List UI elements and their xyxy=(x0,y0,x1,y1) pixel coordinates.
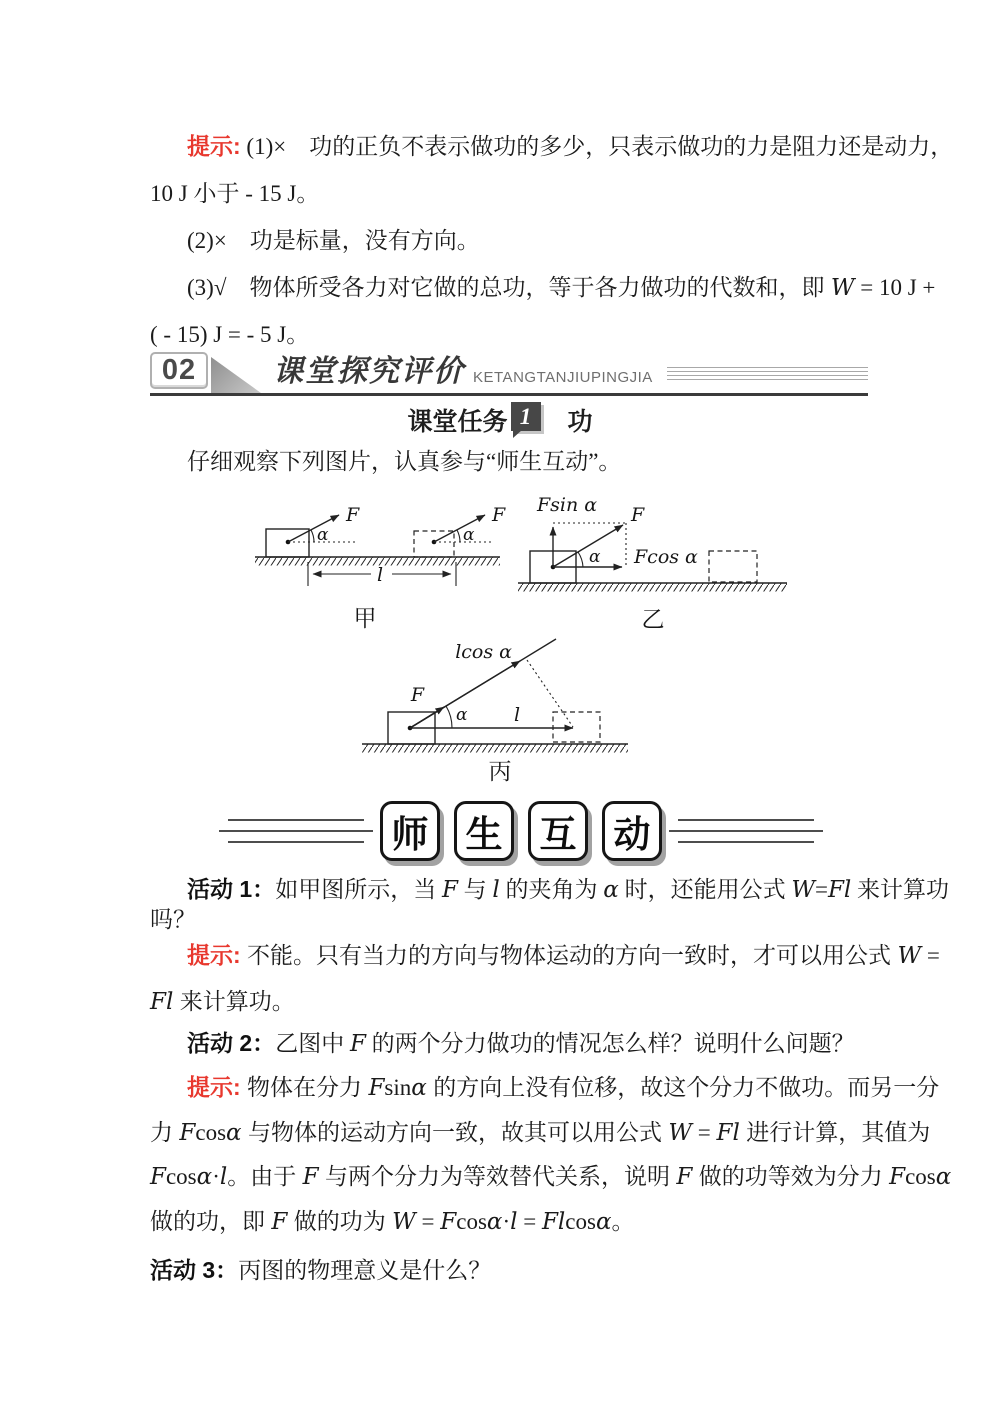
banner-char: 动 xyxy=(613,814,651,855)
fsin-label: Fsin α xyxy=(537,494,598,516)
activity-1-hint-line-2: Fl 来计算功。 xyxy=(150,988,295,1015)
activity-1-line-1: 活动 1：如甲图所示，当 F 与 l 的夹角为 α 时，还能用公式 W=Fl 来计算功 xyxy=(187,876,950,903)
fcos-label: Fcos α xyxy=(634,546,698,568)
hint-line-1: 提示: (1)× 功的正负不表示做功的多少，只表示做功的力是阻力还是动力， xyxy=(187,133,954,159)
activity-2-hint-line-3: Fcosα·l。由于 F 与两个分力为等效替代关系，说明 F 做的功等效为分力 Fcosα xyxy=(150,1163,952,1190)
teacher-student-interaction-banner xyxy=(228,801,814,861)
force-label: F xyxy=(346,504,360,526)
activity-2-line: 活动 2：乙图中 F 的两个分力做功的情况怎么样？说明什么问题？ xyxy=(187,1030,855,1057)
force-label: F xyxy=(631,504,645,526)
banner-boxes xyxy=(380,801,662,861)
angle-label: α xyxy=(317,525,329,545)
hint-line-4: (3)√ 物体所受各力对它做的总功，等于各力做功的代数和，即 W = 10 J + xyxy=(187,274,936,301)
observe-instruction: 仔细观察下列图片，认真参与“师生互动”。 xyxy=(187,449,622,474)
figure-caption-yi: 乙 xyxy=(641,607,665,632)
angle-label: α xyxy=(463,525,475,545)
activity-3-line: 活动 3：丙图的物理意义是什么？ xyxy=(150,1257,492,1283)
task-number-badge: 1 xyxy=(511,402,541,431)
activity-1-hint-line-1: 提示: 不能。只有当力的方向与物体运动的方向一致时，才可以用公式 W = xyxy=(187,942,940,969)
section-number: 02 xyxy=(161,354,197,386)
hint-line-3: (2)× 功是标量，没有方向。 xyxy=(187,227,480,253)
displacement-label: l xyxy=(514,704,521,726)
hint-line-5: ( - 15) J = - 5 J。 xyxy=(150,322,310,347)
hint-line-2: 10 J 小于 - 15 J。 xyxy=(150,180,320,206)
task-heading xyxy=(0,402,1000,437)
section-header-triangle-icon xyxy=(211,357,261,393)
banner-char-box xyxy=(602,801,662,861)
physics-figure xyxy=(230,480,800,790)
force-label: F xyxy=(492,504,506,526)
activity-2-hint-line-4: 做的功，即 F 做的功为 W = Fcosα·l = Flcosα。 xyxy=(150,1208,635,1235)
banner-rule-lines-left xyxy=(228,819,364,843)
angle-label: α xyxy=(456,705,468,725)
banner-char: 生 xyxy=(465,814,503,855)
section-subtitle: KETANGTANJIUPINGJIA xyxy=(473,369,653,386)
figure-yi xyxy=(518,494,787,632)
activity-2-hint-line-1: 提示: 物体在分力 Fsinα 的方向上没有位移，故这个分力不做功。而另一分 xyxy=(187,1074,940,1101)
banner-char-box xyxy=(380,801,440,861)
task-label: 课堂任务 xyxy=(407,408,508,436)
section-number-badge xyxy=(150,352,208,389)
banner-char: 互 xyxy=(539,814,577,855)
activity-2-hint-line-2: 力 Fcosα 与物体的运动方向一致，故其可以用公式 W = Fl 进行计算，其值为 xyxy=(150,1119,931,1146)
banner-char-box xyxy=(454,801,514,861)
figure-caption-jia: 甲 xyxy=(353,606,377,631)
figure-jia xyxy=(255,504,506,631)
force-label: F xyxy=(410,684,424,706)
banner-rule-lines-right xyxy=(678,819,814,843)
displacement-label: l xyxy=(377,564,384,586)
angle-label: α xyxy=(589,547,601,567)
banner-char: 师 xyxy=(391,814,429,855)
banner-char-box xyxy=(528,801,588,861)
lcos-label: lcos α xyxy=(455,641,512,663)
figure-bing xyxy=(362,639,628,784)
figure-caption-bing: 丙 xyxy=(488,759,512,784)
activity-1-line-2: 吗？ xyxy=(150,907,196,932)
section-header xyxy=(150,352,868,396)
section-title: 课堂探究评价 xyxy=(273,355,465,388)
task-topic: 功 xyxy=(567,408,593,436)
section-header-rule-lines xyxy=(667,367,868,380)
